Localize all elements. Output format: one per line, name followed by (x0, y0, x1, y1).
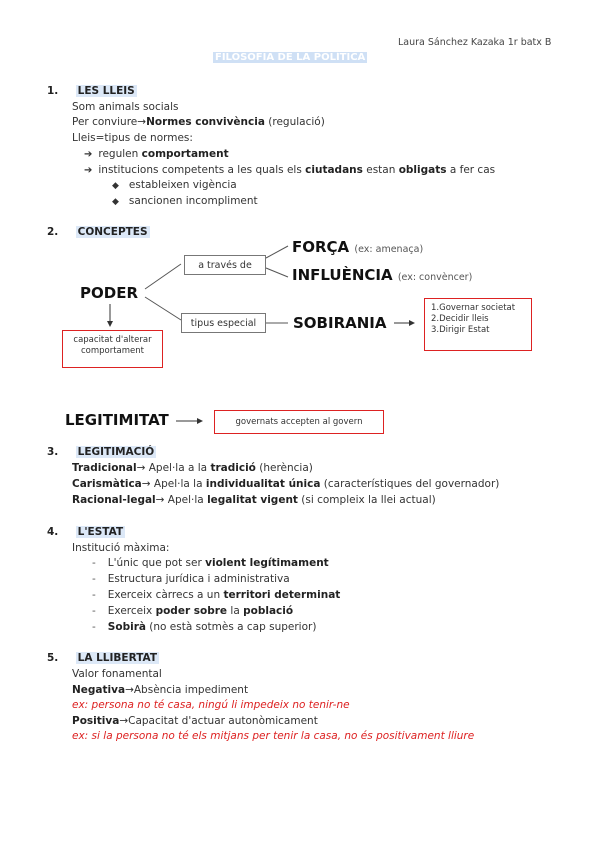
section-number: 4. (47, 526, 59, 538)
section-title: LES LLEIS (77, 85, 135, 97)
list-item: - L'únic que pot ser violent legítimament (92, 557, 329, 569)
section-title: L'ESTAT (77, 526, 124, 538)
list-item: - Sobirà (no està sotmès a cap superior) (92, 621, 317, 633)
concept-sobirania: SOBIRANIA (293, 314, 387, 332)
text-line: Racional-legal→ Apel·la legalitat vigent (si compleix la llei actual) (72, 494, 436, 506)
arrow-bullet-icon: ➔ (84, 149, 93, 160)
list-item: - Exerceix poder sobre la població (92, 605, 294, 617)
document-title: FILOSOFIA DE LA POLÍTICA (215, 52, 366, 63)
text-line: Tradicional→ Apel·la a la tradició (herència) (72, 462, 313, 474)
section-title: LA LLIBERTAT (77, 652, 158, 664)
text-line: Som animals socials (72, 101, 179, 113)
text-line: Negativa→Absència impediment (72, 684, 249, 696)
text-line: Carismàtica→ Apel·la la individualitat única (característiques del governador) (72, 478, 500, 490)
author-name: Laura Sánchez Kazaka 1r batx B (398, 37, 552, 48)
list-item: ◆ estableixen vigència (112, 179, 237, 191)
section-number: 3. (47, 446, 59, 458)
text-line: Positiva→Capacitat d'actuar autonòmicament (72, 715, 318, 727)
section-title: CONCEPTES (77, 226, 148, 238)
example-text: ex: si la persona no té els mitjans per tenir la casa, no és positivament lliure (72, 730, 475, 742)
list-item: 1.Governar societat (431, 303, 516, 313)
arrow-icon: → (155, 494, 168, 506)
text-line: Valor fonamental (72, 668, 162, 680)
text-line: Per conviure→Normes convivència (regulació) (72, 116, 325, 128)
list-item: - Exerceix càrrecs a un territori determinat (92, 589, 341, 601)
concept-influencia: INFLUÈNCIA (ex: convèncer) (292, 266, 473, 284)
concept-poder: PODER (80, 284, 138, 302)
list-item: - Estructura jurídica i administrativa (92, 573, 290, 585)
arrow-icon: → (119, 715, 129, 727)
list-item: ➔ institucions competents a les quals els ciutadans estan obligats a fer cas (84, 164, 496, 176)
sobirania-functions-box (424, 298, 532, 351)
example-text: ex: persona no té casa, ningú li impedeix no tenir-ne (72, 699, 350, 711)
text-line: Lleis=tipus de normes: (72, 132, 193, 144)
section-3-heading (47, 446, 156, 458)
section-number: 2. (47, 226, 59, 238)
section-4-heading (47, 526, 125, 538)
box-tipus-especial: tipus especial (181, 313, 266, 333)
concept-forca: FORÇA (ex: amenaça) (292, 238, 424, 256)
list-item: ◆ sancionen incompliment (112, 195, 258, 207)
arrow-icon: → (125, 684, 134, 696)
box-a-traves-de: a través de (184, 255, 266, 275)
section-5-heading (47, 652, 159, 664)
arrow-icon: → (136, 462, 149, 474)
section-title: LEGITIMACIÓ (77, 446, 155, 458)
arrow-icon: → (141, 478, 154, 490)
concept-legitimitat: LEGITIMITAT (65, 411, 169, 429)
diamond-bullet-icon: ◆ (112, 197, 119, 207)
list-item: 2.Decidir lleis (431, 314, 489, 324)
section-number: 1. (47, 85, 59, 97)
text-line: Institució màxima: (72, 542, 170, 554)
diamond-bullet-icon: ◆ (112, 181, 119, 191)
section-number: 5. (47, 652, 59, 664)
capacitat-box: capacitat d'alterar comportament (62, 330, 163, 368)
list-item: ➔ regulen comportament (84, 148, 229, 160)
governats-box: governats accepten al govern (214, 410, 384, 434)
arrow-bullet-icon: ➔ (84, 165, 93, 176)
arrow-icon: → (137, 116, 147, 128)
list-item: 3.Dirigir Estat (431, 325, 490, 335)
